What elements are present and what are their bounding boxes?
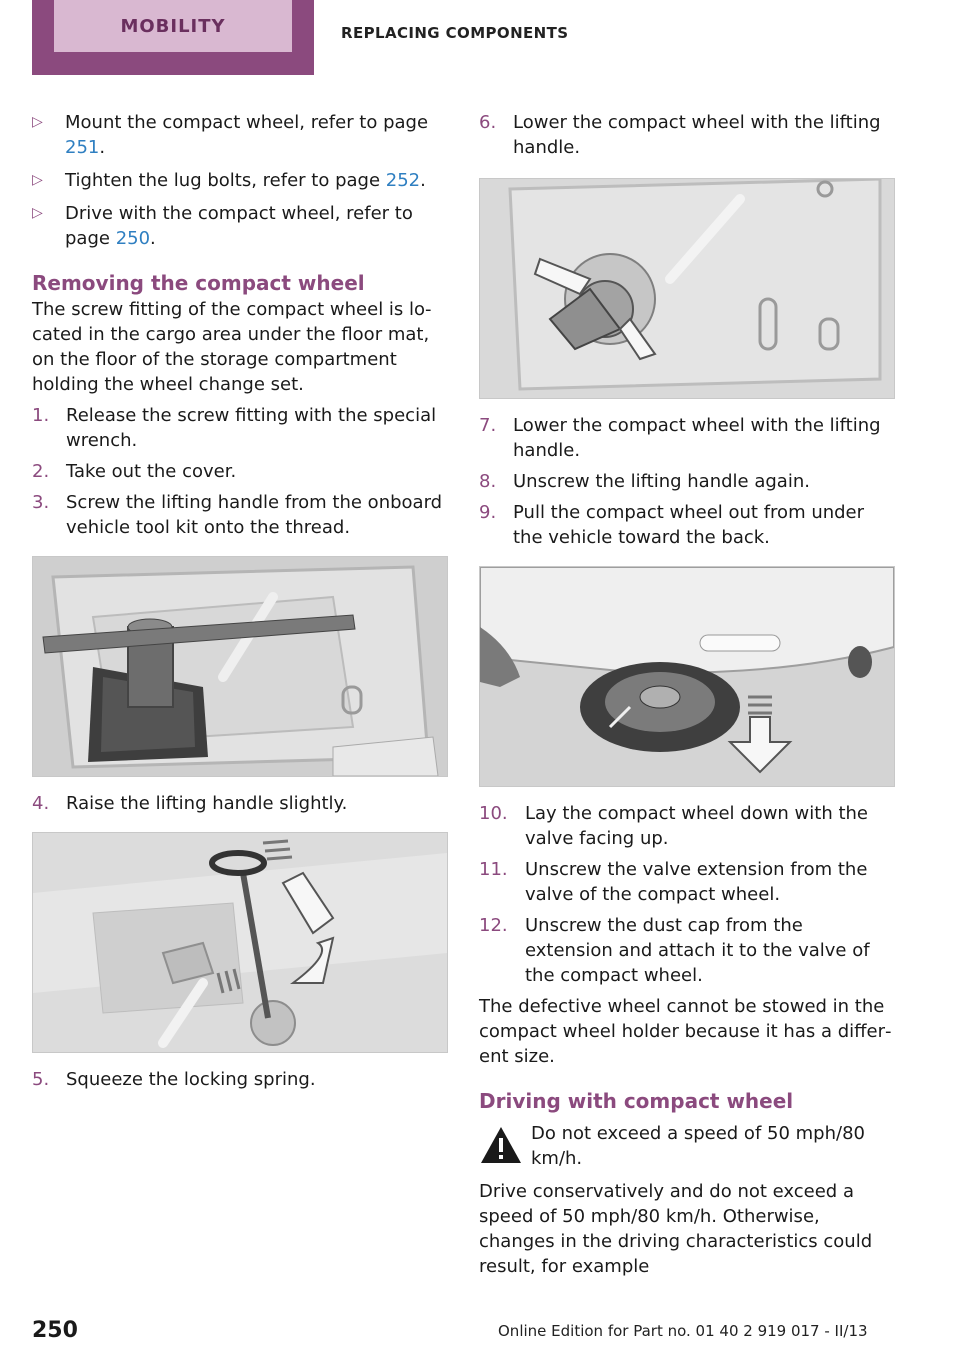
step-item [32,490,448,540]
step-number: 8. [479,471,497,492]
bullet-item [32,110,448,160]
step-item [479,801,895,851]
step-text: Unscrew the dust cap from the extension and attach it to the valve of the compact wheel. [525,915,870,986]
step-text: Pull the compact wheel out from under the vehicle toward the back. [513,502,865,548]
step-text: Take out the cover. [66,461,237,482]
edition-footer: Online Edition for Part no. 01 40 2 919 017 - II/13 [498,1322,868,1340]
figure-wheel-under-vehicle [479,566,895,787]
step-number: 11. [479,859,508,880]
step-text: Squeeze the locking spring. [66,1069,316,1090]
step-item [479,469,895,494]
triangle-bullet-icon: ▷ [32,172,43,188]
bullet-text: Tighten the lug bolts, refer to page [65,170,386,191]
intro-paragraph: The screw fitting of the compact wheel is lo‐cated in the cargo area under the floor mat, on the floor of the storage compartment holding the wheel change set. [32,299,432,395]
step-text: Lower the compact wheel with the lifting handle. [513,415,881,461]
step-item [479,110,895,160]
bullet-text: Drive with the compact wheel, refer to page [65,203,413,249]
figure-wrench [32,556,448,777]
step-number: 1. [32,405,50,426]
driving-paragraph: Drive conservatively and do not exceed a speed of 50 mph/80 km/h. Otherwise, changes in the driving characteristics could result, for example [479,1181,873,1277]
step-text: Unscrew the lifting handle again. [513,471,810,492]
bullet-suffix: . [420,170,426,191]
step-number: 12. [479,915,508,936]
step-item [479,413,895,463]
step-text: Unscrew the valve extension from the valve of the compact wheel. [525,859,868,905]
step-number: 9. [479,502,497,523]
step-item [32,459,448,484]
warning-text: Do not exceed a speed of 50 mph/80 km/h. [531,1123,865,1169]
step-item [479,857,895,907]
step-text: Lay the compact wheel down with the valve facing up. [525,803,869,849]
header-tab-label: MOBILITY [54,0,292,52]
defective-wheel-note: The defective wheel cannot be stowed in the compact wheel holder because it has a differ‐ent size. [479,996,892,1067]
bullet-text: Mount the compact wheel, refer to page [65,112,429,133]
step-number: 5. [32,1069,50,1090]
section-heading-removing: Removing the compact wheel [32,271,365,295]
left-column [32,110,448,1092]
warning-block [479,1121,895,1171]
right-column [479,110,895,1279]
figure-compact-wheel-fitting [479,178,895,399]
step-number: 4. [32,793,50,814]
step-item [479,500,895,550]
step-number: 7. [479,415,497,436]
step-item [479,913,895,988]
triangle-bullet-icon: ▷ [32,205,43,221]
step-item [32,403,448,453]
bullet-item [32,168,448,193]
page-link[interactable]: 252 [385,170,421,191]
step-text: Raise the lifting handle slightly. [66,793,348,814]
triangle-bullet-icon: ▷ [32,114,43,130]
step-item [32,791,448,816]
page-link[interactable]: 251 [65,137,100,158]
page-link[interactable]: 250 [115,228,151,249]
warning-triangle-icon [479,1125,523,1165]
step-number: 6. [479,112,497,133]
bullet-item [32,201,448,251]
section-heading-driving: Driving with compact wheel [479,1089,794,1113]
bullet-suffix: . [150,228,156,249]
step-text: Screw the lifting handle from the onboard vehicle tool kit onto the thread. [66,492,443,538]
page-number: 250 [32,1318,78,1343]
figure-lifting-handle [32,832,448,1053]
header-section-title: REPLACING COMPONENTS [341,24,569,42]
step-item [32,1067,448,1092]
step-text: Release the screw fitting with the special wrench. [66,405,437,451]
step-text: Lower the compact wheel with the lifting handle. [513,112,881,158]
header-tab [32,0,314,75]
bullet-suffix: . [99,137,106,158]
step-number: 10. [479,803,508,824]
step-number: 2. [32,461,50,482]
step-number: 3. [32,492,50,513]
